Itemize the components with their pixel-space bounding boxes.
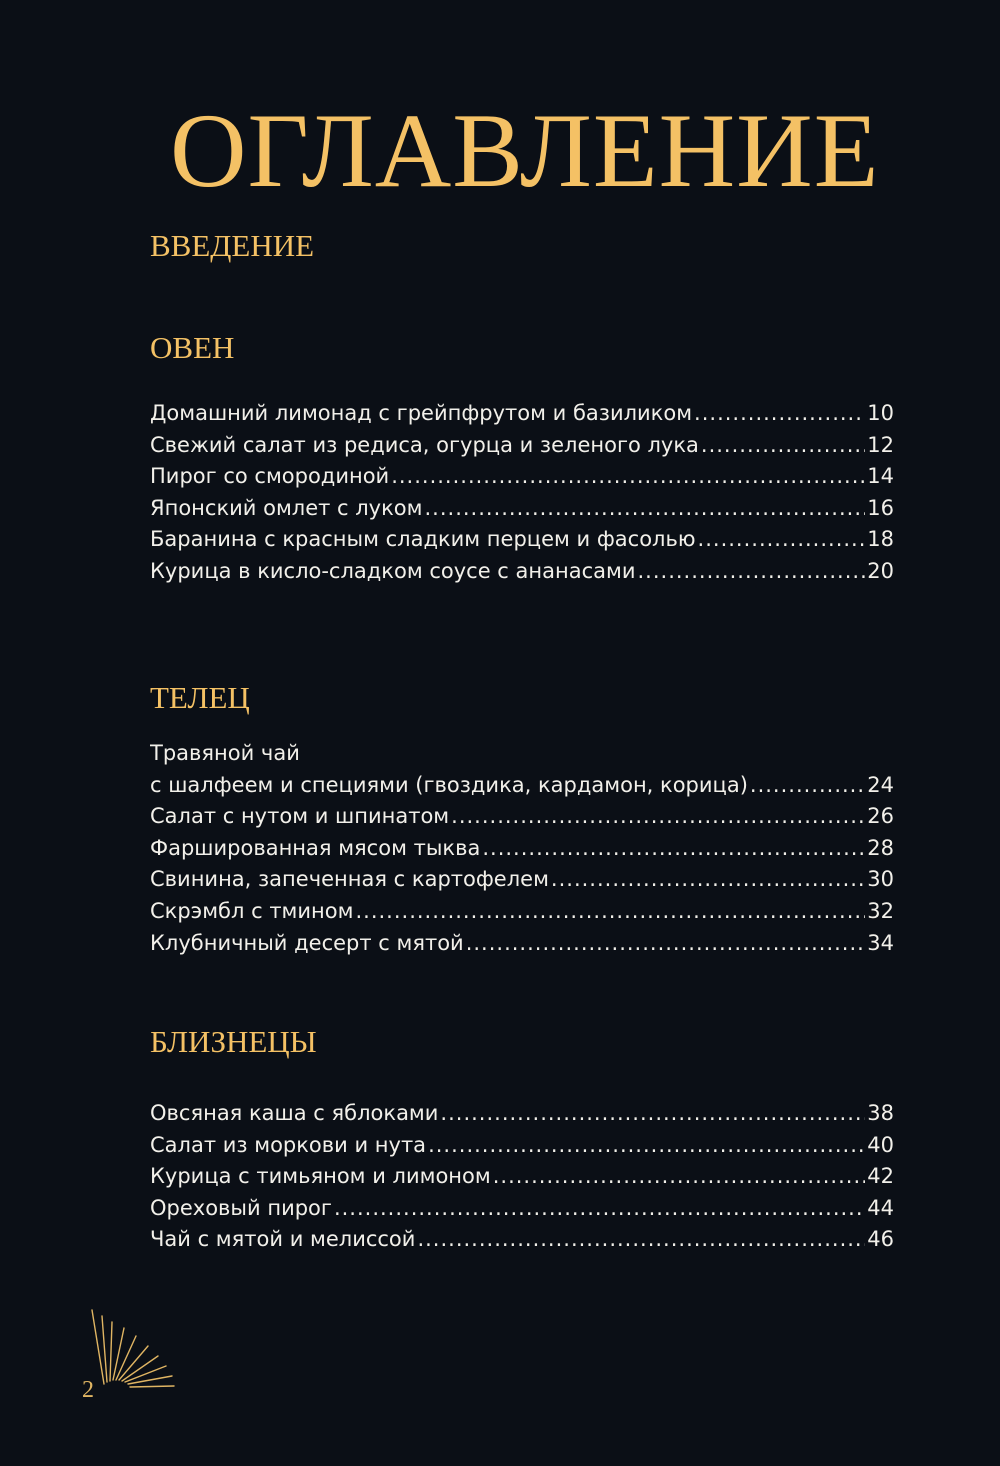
toc-list-telets bbox=[150, 738, 894, 959]
toc-entry-label: Салат из моркови и нута bbox=[150, 1132, 427, 1157]
section-heading-bliznetsy: БЛИЗНЕЦЫ bbox=[150, 1024, 317, 1059]
page-number: 2 bbox=[82, 1377, 94, 1403]
toc-entry-page: 14 bbox=[867, 464, 894, 489]
toc-entry-page: 12 bbox=[867, 432, 894, 457]
dot-leader bbox=[638, 556, 866, 588]
toc-entry-label: Ореховый пирог bbox=[150, 1195, 332, 1220]
dot-leader bbox=[750, 770, 865, 802]
toc-entry[interactable] bbox=[150, 1193, 894, 1225]
toc-entry-label: Овсяная каша с яблоками bbox=[150, 1101, 439, 1125]
dot-leader bbox=[493, 1161, 866, 1193]
toc-entry[interactable] bbox=[150, 461, 894, 493]
intro-heading: ВВЕДЕНИЕ bbox=[150, 228, 315, 263]
toc-entry-label: Баранина с красным сладким перцем и фасолью bbox=[150, 527, 696, 552]
toc-entry-label: Фаршированная мясом тыква bbox=[150, 835, 481, 860]
toc-entry[interactable] bbox=[150, 1161, 894, 1193]
toc-entry-page: 24 bbox=[867, 772, 894, 797]
toc-entry[interactable] bbox=[150, 1224, 894, 1256]
dot-leader bbox=[698, 524, 866, 556]
toc-entry-page: 32 bbox=[867, 898, 894, 923]
toc-entry[interactable] bbox=[150, 556, 894, 588]
toc-entry-page: 16 bbox=[867, 495, 894, 520]
toc-entry[interactable] bbox=[150, 801, 894, 833]
toc-entry-preline: Травяной чай bbox=[150, 741, 300, 765]
toc-entry[interactable] bbox=[150, 833, 894, 865]
toc-entry-label: Клубничный десерт с мятой bbox=[150, 930, 464, 955]
toc-entry[interactable] bbox=[150, 493, 894, 525]
dot-leader bbox=[466, 928, 866, 960]
toc-entry[interactable] bbox=[150, 928, 894, 960]
toc-entry-page: 42 bbox=[867, 1164, 894, 1189]
toc-entry-label: Домашний лимонад с грейпфрутом и базиликом bbox=[150, 401, 693, 425]
toc-entry-page: 30 bbox=[867, 867, 894, 892]
dot-leader bbox=[482, 833, 865, 865]
toc-entry-page: 44 bbox=[867, 1195, 894, 1220]
toc-entry-label: Курица с тимьяном и лимоном bbox=[150, 1164, 491, 1189]
toc-entry-page: 10 bbox=[867, 401, 894, 425]
dot-leader bbox=[417, 1224, 865, 1256]
section-heading-oven: ОВЕН bbox=[150, 330, 235, 365]
toc-entry[interactable] bbox=[150, 524, 894, 556]
toc-entry-page: 46 bbox=[867, 1227, 894, 1252]
dot-leader bbox=[701, 430, 865, 462]
toc-entry-page: 28 bbox=[867, 835, 894, 860]
toc-entry[interactable] bbox=[150, 896, 894, 928]
toc-entry[interactable] bbox=[150, 398, 894, 430]
toc-entry-label: Салат с нутом и шпинатом bbox=[150, 804, 450, 829]
dot-leader bbox=[334, 1193, 865, 1225]
toc-entry-label: Чай с мятой и мелиссой bbox=[150, 1227, 416, 1252]
toc-entry[interactable] bbox=[150, 770, 894, 802]
dot-leader bbox=[391, 461, 865, 493]
dot-leader bbox=[551, 864, 865, 896]
toc-entry-page: 20 bbox=[867, 558, 894, 583]
toc-entry-page: 38 bbox=[867, 1101, 894, 1125]
toc-list-oven bbox=[150, 398, 894, 588]
page-title: ОГЛАВЛЕНИЕ bbox=[170, 92, 880, 209]
toc-entry-label: Японский омлет с луком bbox=[150, 495, 423, 520]
toc-entry-page: 18 bbox=[867, 527, 894, 552]
dot-leader bbox=[355, 896, 865, 928]
toc-entry-label: Скрэмбл с тмином bbox=[150, 898, 354, 923]
toc-entry-page: 40 bbox=[867, 1132, 894, 1157]
section-heading-telets: ТЕЛЕЦ bbox=[150, 680, 250, 715]
toc-entry-label: Свинина, запеченная с картофелем bbox=[150, 867, 549, 892]
toc-entry[interactable] bbox=[150, 1098, 894, 1130]
toc-entry-page: 34 bbox=[867, 930, 894, 955]
toc-entry[interactable] bbox=[150, 1130, 894, 1162]
toc-entry-page: 26 bbox=[867, 804, 894, 829]
dot-leader bbox=[451, 801, 865, 833]
toc-entry[interactable] bbox=[150, 864, 894, 896]
dot-leader bbox=[428, 1130, 865, 1162]
dot-leader bbox=[694, 398, 865, 430]
toc-entry[interactable] bbox=[150, 430, 894, 462]
toc-entry-label: Пирог со смородиной bbox=[150, 464, 390, 489]
toc-entry-label: Курица в кисло-сладком соусе с ананасами bbox=[150, 558, 636, 583]
toc-list-bliznetsy bbox=[150, 1098, 894, 1256]
dot-leader bbox=[425, 493, 866, 525]
dot-leader bbox=[440, 1098, 865, 1130]
toc-entry-label: с шалфеем и специями (гвоздика, кардамон, корица) bbox=[150, 772, 748, 797]
toc-entry-label: Свежий салат из редиса, огурца и зеленого лука bbox=[150, 432, 699, 457]
